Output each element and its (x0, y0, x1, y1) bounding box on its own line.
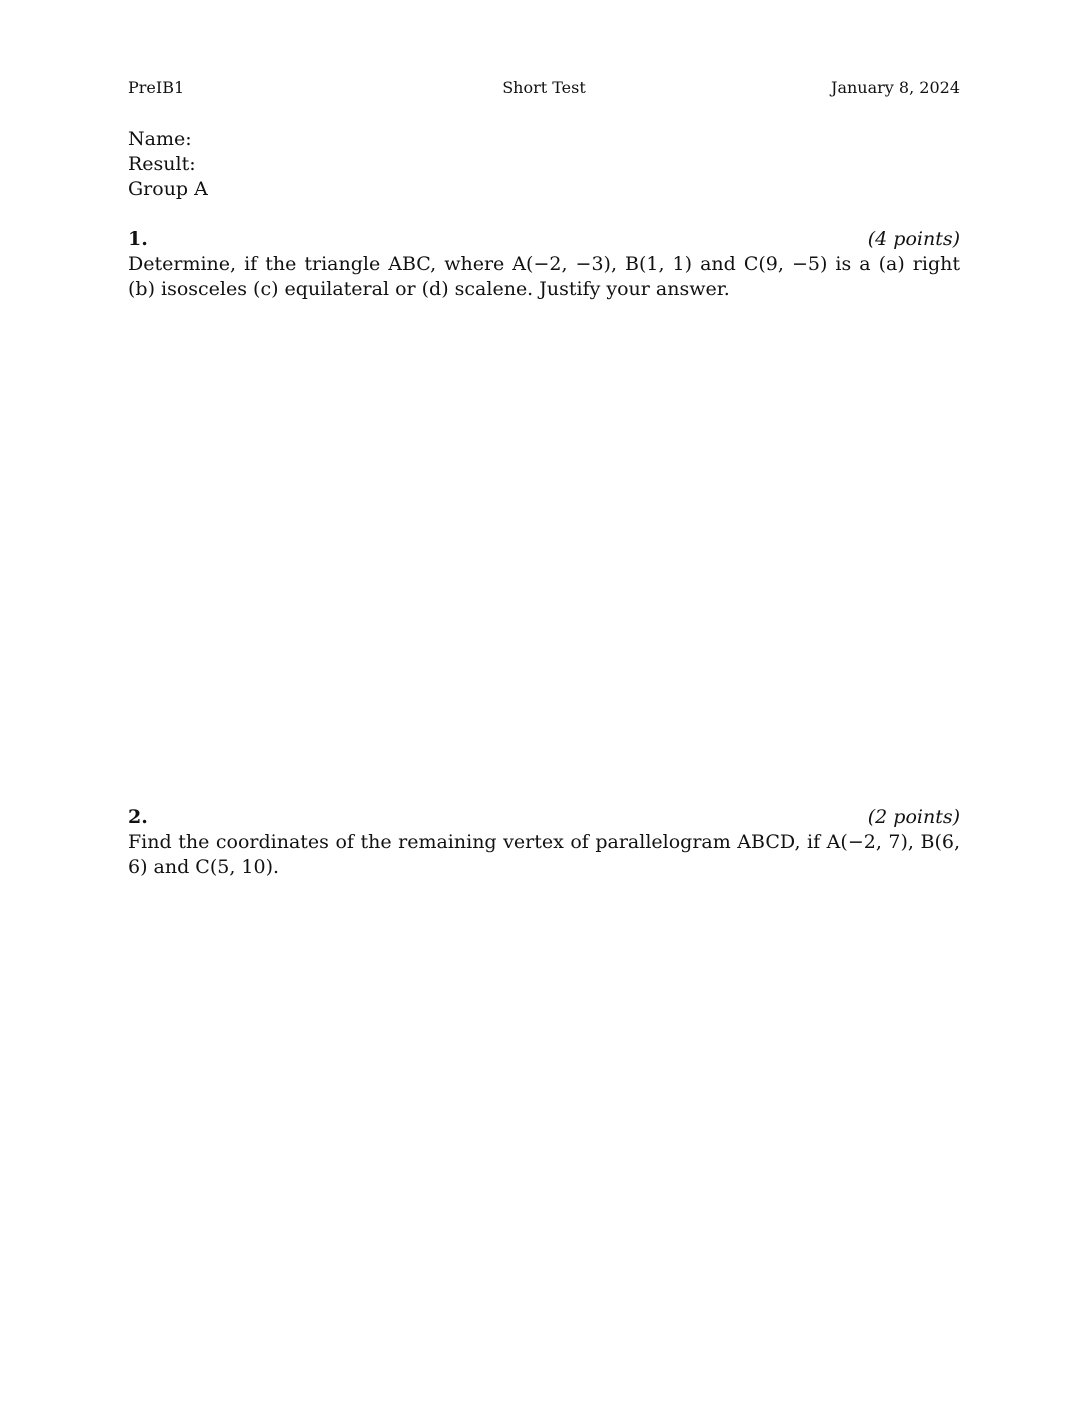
problem-1-number: 1. (128, 228, 148, 250)
result-label: Result: (128, 153, 196, 175)
group-label: Group A (128, 178, 208, 200)
page-header (128, 78, 960, 100)
problem-1-points: (4 points) (867, 228, 960, 250)
problem-2-header (128, 805, 960, 830)
problem-1-header (128, 227, 960, 252)
problem-2-number: 2. (128, 806, 148, 828)
name-label: Name: (128, 128, 192, 150)
test-title: Short Test (502, 78, 586, 97)
problem-2-points: (2 points) (867, 806, 960, 828)
test-date: January 8, 2024 (831, 78, 960, 97)
problem-2-text: Find the coordinates of the remaining vertex of parallelogram ABCD, if A(−2, 7), B(6, 6) and C(5, 10). (128, 831, 960, 878)
problem-1-text: Determine, if the triangle ABC, where A(−2, −3), B(1, 1) and C(9, −5) is a (a) right (b) isosceles (c) equilateral or (d) scalene. Justify your answer. (128, 253, 960, 300)
course-label: PreIB1 (128, 78, 185, 97)
problem-1 (128, 227, 960, 302)
student-info (128, 127, 208, 202)
problem-2 (128, 805, 960, 880)
